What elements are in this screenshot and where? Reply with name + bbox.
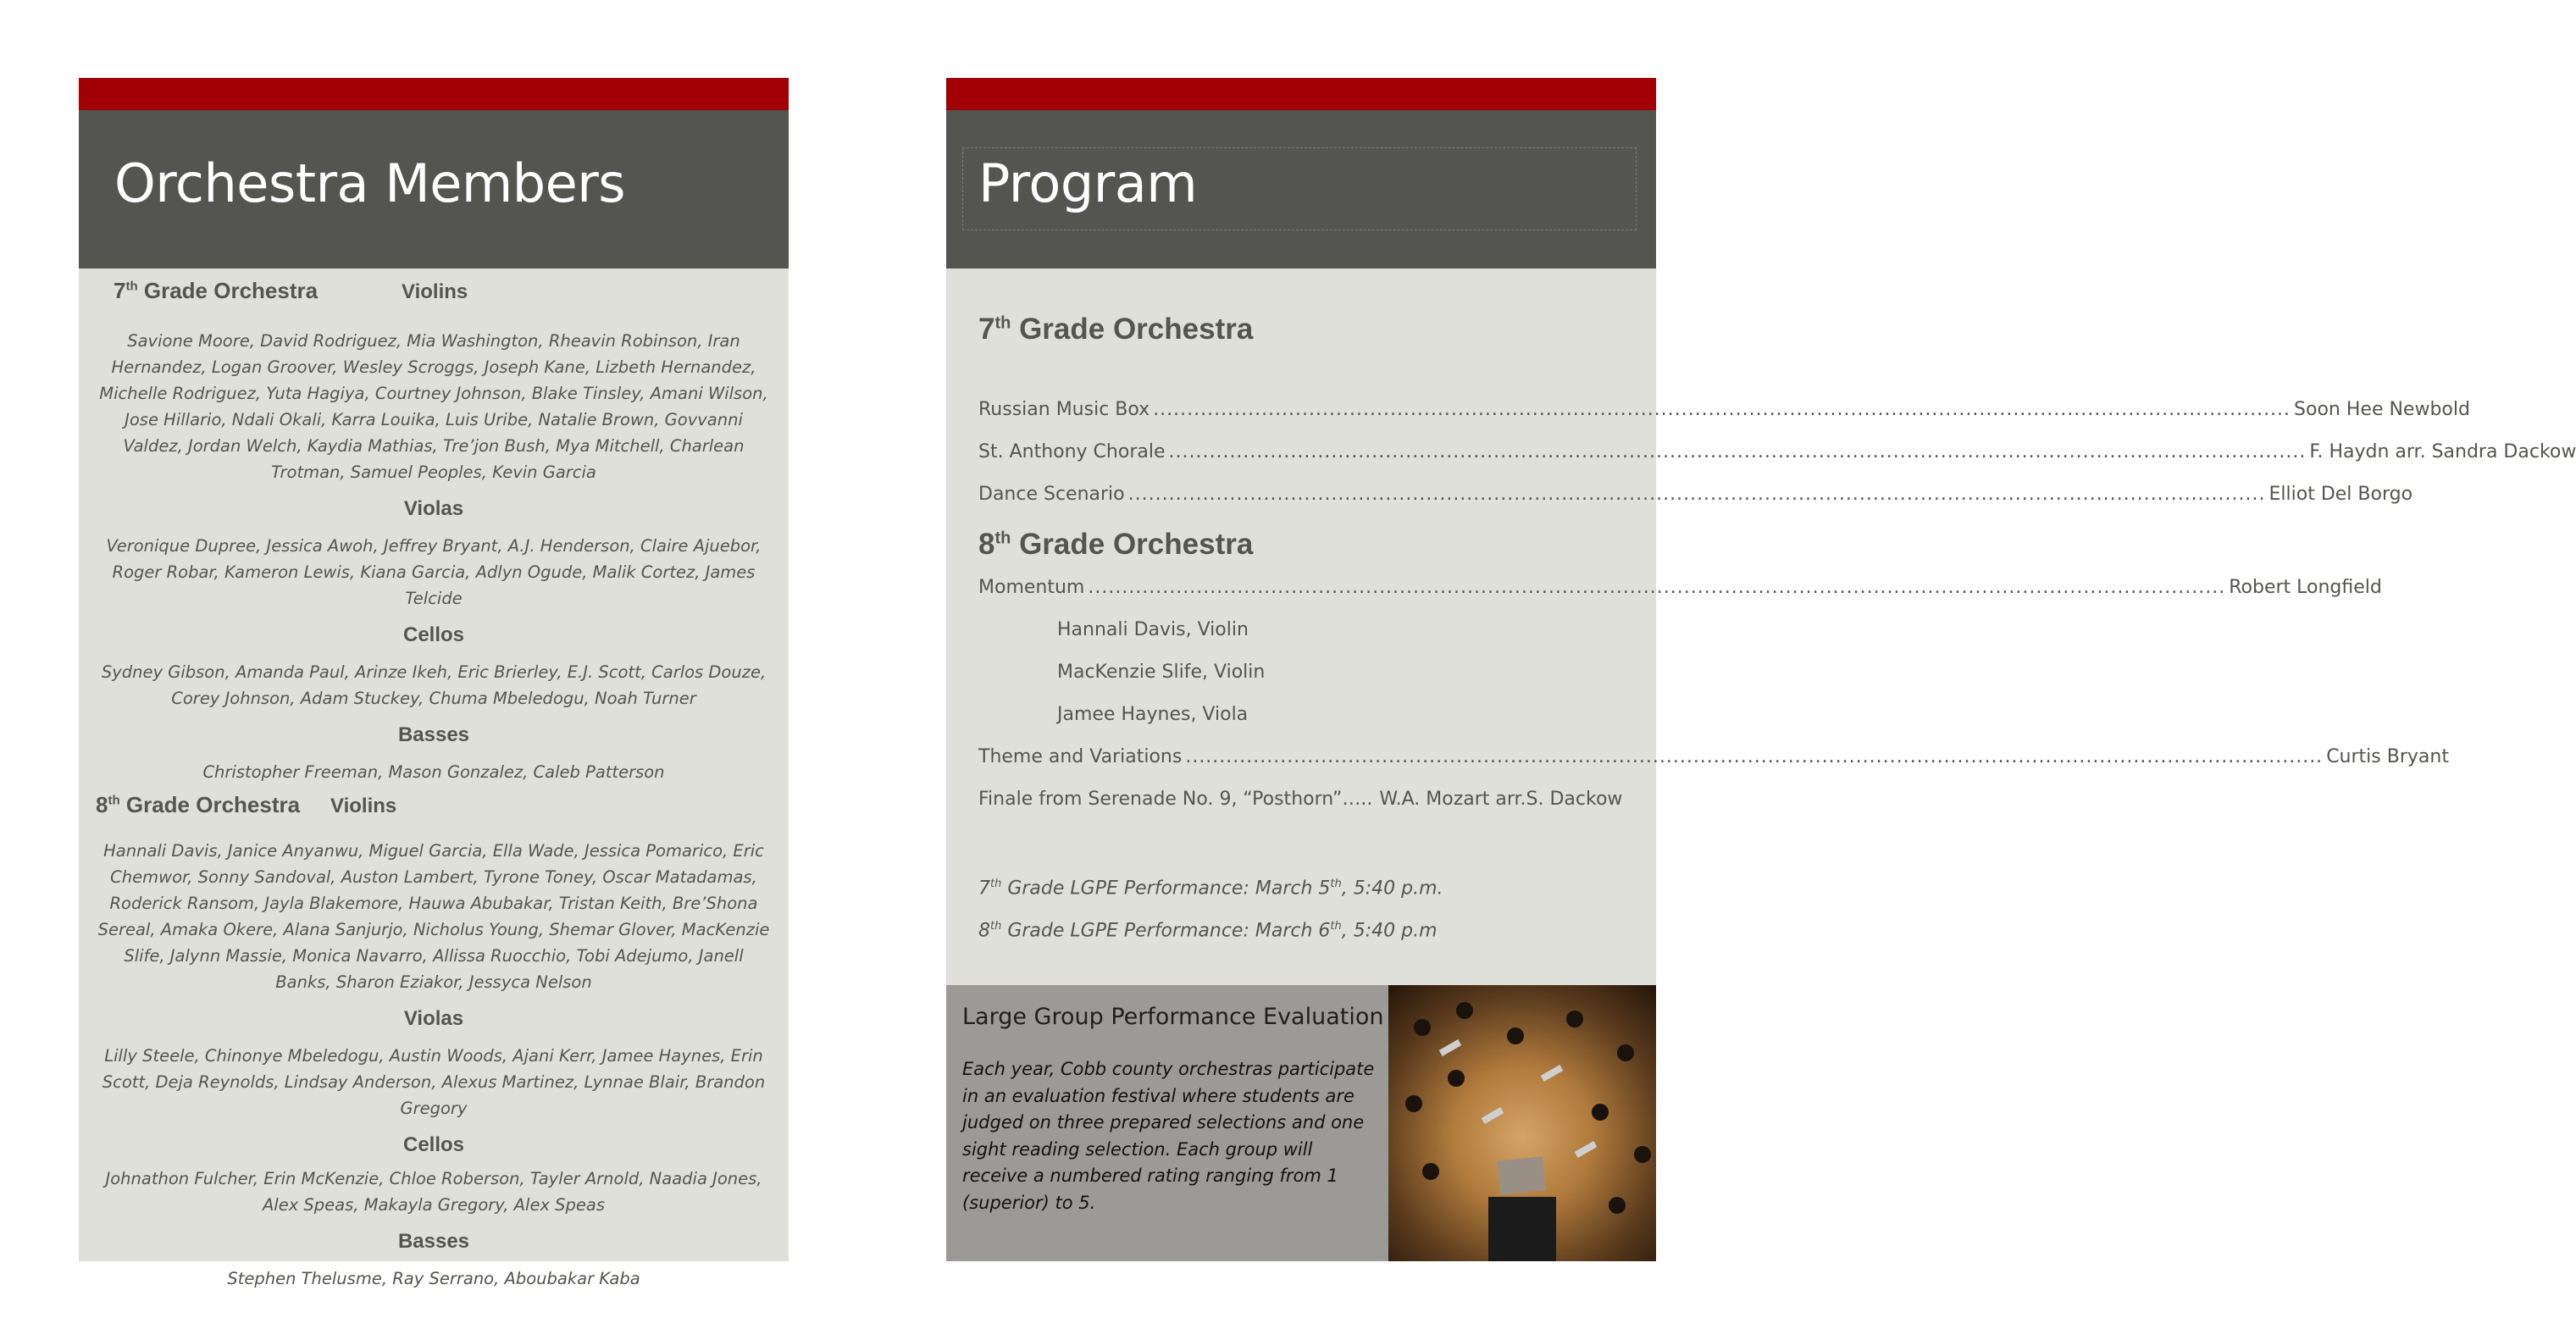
members-body <box>79 275 789 1292</box>
program-item <box>978 431 2576 473</box>
orchestra-photo <box>1388 985 1656 1261</box>
composer-name: F. Haydn arr. Sandra Dackow <box>2309 441 2576 462</box>
grade8-basses-title: Basses <box>397 1230 470 1253</box>
grade8-cellos-title: Cellos <box>402 1133 465 1156</box>
soloist-line: Hannali Davis, Violin <box>1057 619 1249 640</box>
program-item <box>978 473 2413 516</box>
grade7-basses-names: Christopher Freeman, Mason Gonzalez, Caleb Patterson <box>202 762 665 782</box>
grade8-cellos-names: Johnathon Fulcher, Erin McKenzie, Chloe Roberson, Tayler Arnold, Naadia Jones, Alex Speas, Makayla Gregory, Alex Speas <box>105 1169 762 1215</box>
piece-title: Theme and Variations <box>978 746 1183 767</box>
program-item <box>978 778 1624 821</box>
grade7-program-title: 7th Grade Orchestra <box>978 313 1254 346</box>
program-title: Program <box>978 152 1198 214</box>
program-item <box>978 736 2449 778</box>
members-header <box>79 110 789 269</box>
lgpe-description: Each year, Cobb county orchestras participate in an evaluation festival where students are judged on three prepared selections and one sight reading selection. Each group will receive a numbered rating ranging from 1 (superior) to 5. <box>962 1059 1375 1213</box>
grade7-violas-names: Veronique Dupree, Jessica Awoh, Jeffrey Bryant, A.J. Henderson, Claire Ajuebor, Roger Robar, Kameron Lewis, Kiana Garcia, Adlyn Ogude, Malik Cortez, James Telcide <box>106 536 762 608</box>
grade8-program-title: 8th Grade Orchestra <box>978 528 1254 561</box>
program-panel <box>946 78 2576 1261</box>
header-accent-bar <box>79 78 789 110</box>
composer-name: W.A. Mozart arr.S. Dackow <box>1379 789 1623 810</box>
grade8-members-title: 8th Grade Orchestra <box>96 792 301 817</box>
grade7-cellos-title: Cellos <box>402 623 465 646</box>
leader-dots <box>1128 473 2266 516</box>
header-accent-bar <box>946 78 1656 110</box>
leader-dots <box>1169 431 2307 473</box>
piece-title: Russian Music Box <box>978 399 1150 420</box>
grade7-basses-title: Basses <box>397 723 470 746</box>
piece-title: Dance Scenario <box>978 484 1125 505</box>
program-item <box>978 389 2470 431</box>
orchestra-members-panel <box>79 78 789 1288</box>
performance-date: 8th Grade LGPE Performance: March 6th, 5:40 p.m <box>978 920 1438 942</box>
grade8-basses-names: Stephen Thelusme, Ray Serrano, Aboubakar Kaba <box>227 1269 640 1288</box>
piece-title: Finale from Serenade No. 9, “Posthorn”….. <box>978 789 1373 810</box>
lgpe-title: Large Group Performance Evaluation <box>962 1004 1384 1030</box>
grade7-members-title: 7th Grade Orchestra <box>114 278 319 303</box>
members-title: Orchestra Members <box>114 152 626 214</box>
grade7-heading-row <box>94 275 773 313</box>
piece-title: St. Anthony Chorale <box>978 441 1166 462</box>
grade8-violins-title: Violins <box>330 795 397 817</box>
soloist-line: MacKenzie Slife, Violin <box>1057 662 1266 683</box>
leader-dots <box>1088 567 2225 609</box>
grade8-violas-title: Violas <box>403 1007 464 1030</box>
composer-name: Soon Hee Newbold <box>2294 399 2470 420</box>
leader-dots <box>1153 389 2291 431</box>
grade7-cellos-names: Sydney Gibson, Amanda Paul, Arinze Ikeh, Eric Brierley, E.J. Scott, Carlos Douze, Corey Johnson, Adam Stuckey, Chuma Mbeledogu, Noah Turner <box>101 662 767 708</box>
composer-name: Curtis Bryant <box>2326 746 2449 767</box>
composer-name: Robert Longfield <box>2229 577 2382 598</box>
program-header <box>946 110 1656 269</box>
lgpe-info-box <box>946 985 1656 1261</box>
grade8-violins-names: Hannali Davis, Janice Anyanwu, Miguel Garcia, Ella Wade, Jessica Pomarico, Eric Chemwor, Sonny Sandoval, Auston Lambert, Tyrone Toney, Oscar Matadamas, Roderick Ransom, Jayla Blakemore, Hauwa Abubakar, Tristan Keith, Bre’Shona Sereal, Amaka Okere, Alana Sanjurjo, Nicholus Young, Shemar Glover, MacKenzie Slife, Jalynn Massie, Monica Navarro, Allissa Ruocchio, Tobi Adejumo, Janell Banks, Sharon Eziakor, Jessyca Nelson <box>97 841 770 992</box>
grade7-violas-title: Violas <box>403 497 464 520</box>
soloist-line: Jamee Haynes, Viola <box>1057 704 1249 725</box>
performance-date: 7th Grade LGPE Performance: March 5th, 5:40 p.m. <box>978 878 1443 900</box>
grade7-violins-names: Savione Moore, David Rodriguez, Mia Washington, Rheavin Robinson, Iran Hernandez, Logan Groover, Wesley Scroggs, Joseph Kane, Lizbeth Hernandez, Michelle Rodriguez, Yuta Hagiya, Courtney Johnson, Blake Tinsley, Amani Wilson, Jose Hillario, Ndali Okali, Karra Louika, Luis Uribe, Natalie Brown, Govvanni Valdez, Jordan Welch, Kaydia Mathias, Tre’jon Bush, Mya Mitchell, Charlean Trotman, Samuel Peoples, Kevin Garcia <box>99 331 768 482</box>
piece-title: Momentum <box>978 577 1085 598</box>
grade8-violas-names: Lilly Steele, Chinonye Mbeledogu, Austin Woods, Ajani Kerr, Jamee Haynes, Erin Scott, Deja Reynolds, Lindsay Anderson, Alexus Martinez, Lynnae Blair, Brandon Gregory <box>102 1046 766 1118</box>
program-item <box>978 567 2382 609</box>
composer-name: Elliot Del Borgo <box>2269 484 2413 505</box>
leader-dots <box>1185 736 2323 778</box>
program-body <box>946 313 2576 948</box>
grade7-violins-title: Violins <box>402 280 468 303</box>
grade8-heading-row <box>94 792 773 829</box>
